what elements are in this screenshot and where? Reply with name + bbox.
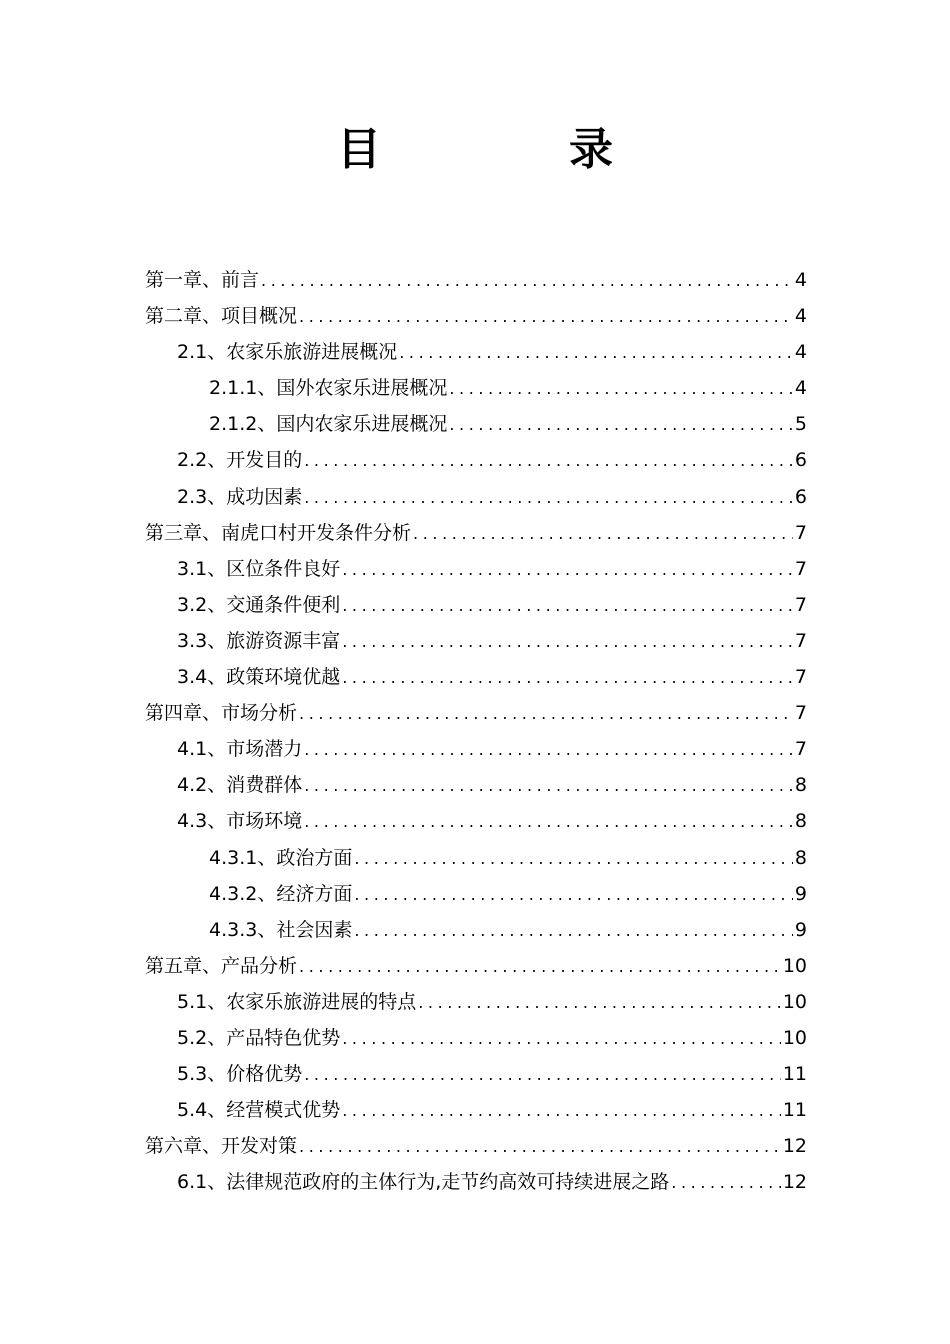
toc-entry[interactable]: [145, 587, 807, 623]
toc-dot-leader: [304, 480, 793, 516]
toc-dot-leader: [304, 768, 793, 804]
toc-entry-page-number: 7: [794, 702, 807, 725]
toc-entry[interactable]: [145, 623, 807, 659]
toc-entry-page-number: 6: [794, 449, 807, 472]
toc-entry-label: 5.4、经营模式优势: [177, 1099, 341, 1122]
toc-dot-leader: [342, 552, 793, 588]
toc-entry-label: 2.1、农家乐旅游进展概况: [177, 341, 398, 364]
toc-entry-page-number: 9: [794, 918, 807, 941]
toc-entry-label: 5.3、价格优势: [177, 1063, 303, 1086]
toc-entry[interactable]: [145, 767, 807, 803]
toc-dot-leader: [413, 516, 793, 552]
toc-dot-leader: [299, 949, 781, 985]
toc-entry[interactable]: [145, 442, 807, 478]
toc-entry-label: 2.1.1、国外农家乐进展概况: [209, 377, 448, 400]
toc-entry-page-number: 7: [794, 666, 807, 689]
toc-entry-page-number: 11: [782, 1099, 807, 1122]
toc-dot-leader: [449, 371, 793, 407]
toc-entry[interactable]: [145, 948, 807, 984]
toc-entry[interactable]: [145, 298, 807, 334]
toc-entry-label: 2.1.2、国内农家乐进展概况: [209, 413, 448, 436]
toc-dot-leader: [342, 588, 793, 624]
toc-entry-label: 4.1、市场潜力: [177, 738, 303, 761]
toc-entry-page-number: 7: [794, 629, 807, 652]
toc-dot-leader: [299, 1129, 781, 1165]
toc-entry-page-number: 8: [794, 846, 807, 869]
toc-entry-label: 2.3、成功因素: [177, 485, 303, 508]
toc-dot-leader: [342, 1093, 781, 1129]
toc-entry-label: 4.3、市场环境: [177, 810, 303, 833]
toc-entry-page-number: 5: [794, 413, 807, 436]
toc-entry[interactable]: [145, 370, 807, 406]
toc-entry-page-number: 4: [794, 305, 807, 328]
toc-dot-leader: [354, 877, 793, 913]
toc-entry-label: 3.3、旅游资源丰富: [177, 629, 341, 652]
toc-entry-label: 6.1、法律规范政府的主体行为,走节约高效可持续进展之路: [177, 1171, 670, 1194]
toc-dot-leader: [304, 732, 793, 768]
toc-entry-label: 2.2、开发目的: [177, 449, 303, 472]
toc-entry[interactable]: [145, 1164, 807, 1200]
toc-dot-leader: [399, 335, 793, 371]
toc-entry[interactable]: [145, 840, 807, 876]
toc-entry[interactable]: [145, 912, 807, 948]
toc-entry-label: 3.1、区位条件良好: [177, 557, 341, 580]
toc-dot-leader: [261, 263, 793, 299]
toc-entry-label: 4.3.2、经济方面: [209, 882, 353, 905]
toc-entry[interactable]: [145, 1056, 807, 1092]
toc-entry-label: 4.3.3、社会因素: [209, 918, 353, 941]
toc-entry[interactable]: [145, 984, 807, 1020]
toc-dot-leader: [342, 624, 793, 660]
toc-entry[interactable]: [145, 659, 807, 695]
toc-entry-page-number: 6: [794, 485, 807, 508]
toc-entry-page-number: 8: [794, 774, 807, 797]
toc-entry[interactable]: [145, 1128, 807, 1164]
table-of-contents: [145, 262, 807, 1200]
toc-entry-page-number: 8: [794, 810, 807, 833]
toc-entry-label: 5.1、农家乐旅游进展的特点: [177, 990, 417, 1013]
toc-dot-leader: [354, 841, 793, 877]
toc-entry-label: 3.2、交通条件便利: [177, 593, 341, 616]
toc-dot-leader: [342, 660, 793, 696]
toc-entry-page-number: 4: [794, 377, 807, 400]
toc-entry[interactable]: [145, 262, 807, 298]
toc-entry[interactable]: [145, 695, 807, 731]
toc-dot-leader: [671, 1165, 781, 1201]
toc-dot-leader: [299, 696, 793, 732]
toc-dot-leader: [354, 913, 793, 949]
toc-entry-page-number: 7: [794, 738, 807, 761]
toc-entry-label: 4.2、消费群体: [177, 774, 303, 797]
toc-entry[interactable]: [145, 479, 807, 515]
toc-entry[interactable]: [145, 1020, 807, 1056]
toc-entry-page-number: 10: [782, 990, 807, 1013]
toc-entry-page-number: 10: [782, 1026, 807, 1049]
toc-entry-label: 第五章、产品分析: [145, 954, 298, 977]
toc-entry-page-number: 12: [782, 1135, 807, 1158]
toc-entry[interactable]: [145, 803, 807, 839]
toc-entry[interactable]: [145, 731, 807, 767]
toc-entry-page-number: 11: [782, 1063, 807, 1086]
toc-entry[interactable]: [145, 551, 807, 587]
toc-entry-label: 4.3.1、政治方面: [209, 846, 353, 869]
toc-entry-page-number: 10: [782, 954, 807, 977]
toc-entry-page-number: 9: [794, 882, 807, 905]
toc-dot-leader: [449, 407, 793, 443]
toc-entry-label: 3.4、政策环境优越: [177, 666, 341, 689]
toc-entry[interactable]: [145, 876, 807, 912]
toc-entry-page-number: 7: [794, 557, 807, 580]
toc-entry-label: 第六章、开发对策: [145, 1135, 298, 1158]
toc-dot-leader: [304, 443, 793, 479]
toc-dot-leader: [304, 1057, 781, 1093]
toc-entry[interactable]: [145, 334, 807, 370]
toc-entry-page-number: 12: [782, 1171, 807, 1194]
toc-entry-label: 第三章、南虎口村开发条件分析: [145, 521, 412, 544]
toc-dot-leader: [304, 804, 793, 840]
toc-entry[interactable]: [145, 515, 807, 551]
toc-dot-leader: [418, 985, 781, 1021]
toc-entry-page-number: 7: [794, 521, 807, 544]
toc-entry[interactable]: [145, 406, 807, 442]
toc-dot-leader: [299, 299, 793, 335]
toc-entry-label: 5.2、产品特色优势: [177, 1026, 341, 1049]
toc-entry-page-number: 4: [794, 269, 807, 291]
toc-entry-label: 第四章、市场分析: [145, 702, 298, 725]
page-title: 目 录: [337, 124, 685, 175]
toc-entry-label: 第二章、项目概况: [145, 305, 298, 328]
toc-entry-label: 第一章、前言: [145, 269, 260, 291]
toc-entry-page-number: 7: [794, 593, 807, 616]
toc-dot-leader: [342, 1021, 781, 1057]
toc-entry[interactable]: [145, 1092, 807, 1128]
toc-entry-page-number: 4: [794, 341, 807, 364]
